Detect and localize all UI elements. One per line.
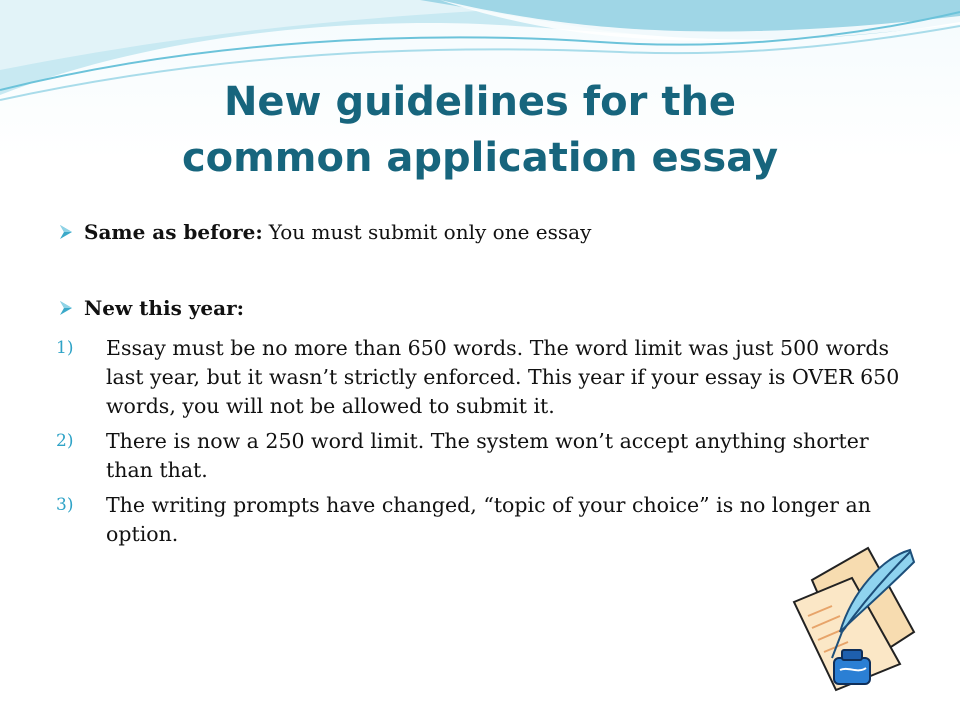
list-item <box>56 334 916 421</box>
list-number: 3) <box>56 495 74 515</box>
title-line-1: New guidelines for the <box>223 79 737 125</box>
bullet-label: Same as before: <box>84 220 263 244</box>
list-item <box>56 427 916 485</box>
bullet-new-this-year <box>58 296 250 320</box>
bullet-same-as-before <box>58 220 591 244</box>
arrow-bullet-icon <box>58 300 74 316</box>
arrow-bullet-icon <box>58 224 74 240</box>
list-text: There is now a 250 word limit. The system won’t accept anything shorter than that. <box>106 429 869 482</box>
quill-and-inkwell-icon <box>782 540 932 700</box>
bullet-text: You must submit only one essay <box>268 220 592 244</box>
bullet-label: New this year: <box>84 296 245 320</box>
numbered-list <box>56 334 916 555</box>
title-line-2: common application essay <box>181 135 779 181</box>
slide-title <box>60 74 900 186</box>
list-number: 1) <box>56 338 74 358</box>
list-text: Essay must be no more than 650 words. The word limit was just 500 words last year, but it wasn’t strictly enforced. This year if your essay is OVER 650 words, you will not be allowed to submit it. <box>106 336 900 418</box>
list-number: 2) <box>56 431 74 451</box>
list-text: The writing prompts have changed, “topic of your choice” is no longer an option. <box>106 493 871 546</box>
